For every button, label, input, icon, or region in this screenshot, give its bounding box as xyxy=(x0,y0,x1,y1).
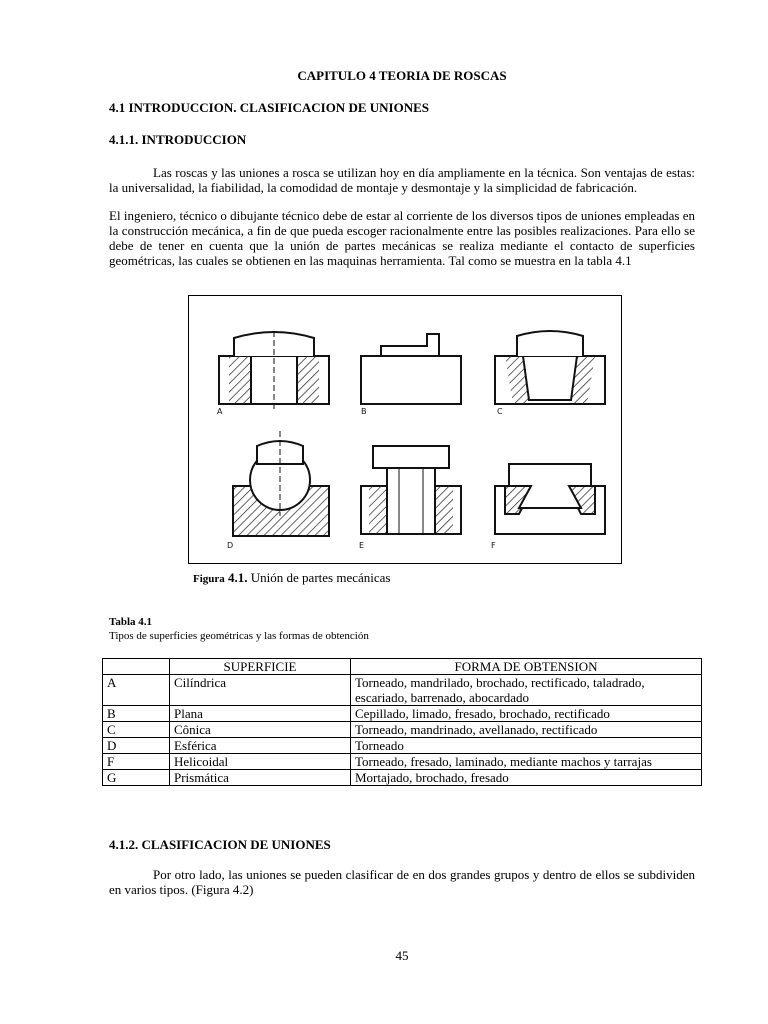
table-cell: Helicoidal xyxy=(170,754,351,770)
panel-label: E xyxy=(359,541,365,550)
panel-label: A xyxy=(217,407,223,416)
table-row xyxy=(103,722,702,738)
table-header-cell: SUPERFICIE xyxy=(170,659,351,675)
table-cell: Mortajado, brochado, fresado xyxy=(351,770,702,786)
panel-c-conical xyxy=(495,331,605,404)
subsection-heading-intro: 4.1.1. INTRODUCCION xyxy=(109,132,247,147)
section-heading: 4.1 INTRODUCCION. CLASIFICACION DE UNIONES xyxy=(109,100,429,115)
figure-number: 4.1. xyxy=(228,570,248,585)
table-cell: Torneado, mandrinado, avellanado, rectificado xyxy=(351,722,702,738)
figure-label: Figura xyxy=(193,573,225,585)
table-cell: D xyxy=(103,738,170,754)
table-row xyxy=(103,770,702,786)
panel-label: D xyxy=(227,541,234,550)
table-row xyxy=(103,706,702,722)
paragraph-classification: Por otro lado, las uniones se pueden clasificar de en dos grandes grupos y dentro de ellos se subdividen en varios tipos. (Figura 4.2) xyxy=(109,867,695,897)
paragraph-intro: Las roscas y las uniones a rosca se utilizan hoy en día ampliamente en la técnica. Son ventajas de estas: la universalidad, la fiabilidad, la comodidad de montaje y desmontaje y la simplicidad de fabricación. xyxy=(109,165,695,195)
panel-label: C xyxy=(497,407,503,416)
table-cell: F xyxy=(103,754,170,770)
panel-d-spherical xyxy=(233,431,329,536)
panel-e-helical xyxy=(361,446,461,534)
panel-label: F xyxy=(491,541,496,550)
panel-b-plane xyxy=(361,334,461,404)
paragraph-engineer: El ingeniero, técnico o dibujante técnico debe de estar al corriente de los diversos tipos de uniones empleadas en la construcción mecánica, a fin de que pueda escoger racionalmente entre las posibles realizaciones. Para ello se debe de tener en cuenta que la unión de partes mecánicas se realiza mediante el contacto de superficies geométricas, las cuales se obtienen en las maquinas herramienta. Tal como se muestra en la tabla 4.1 xyxy=(109,208,695,268)
panel-label: B xyxy=(361,407,367,416)
table-row xyxy=(103,738,702,754)
table-cell: Plana xyxy=(170,706,351,722)
table-header-row xyxy=(103,659,702,675)
surface-table xyxy=(102,658,702,786)
panel-a-cylindrical xyxy=(219,331,329,411)
table-cell: Torneado xyxy=(351,738,702,754)
table-description: Tipos de superficies geométricas y las formas de obtención xyxy=(109,630,369,642)
table-cell: A xyxy=(103,675,170,706)
figure-caption xyxy=(193,570,390,586)
table-cell: Cilíndrica xyxy=(170,675,351,706)
table-cell: Cônica xyxy=(170,722,351,738)
table-row xyxy=(103,675,702,706)
table-cell: G xyxy=(103,770,170,786)
subsection-heading-classification: 4.1.2. CLASIFICACION DE UNIONES xyxy=(109,837,331,852)
table-cell: Torneado, fresado, laminado, mediante machos y tarrajas xyxy=(351,754,702,770)
table-header-cell: FORMA DE OBTENSION xyxy=(351,659,702,675)
table-cell: Esférica xyxy=(170,738,351,754)
table-row xyxy=(103,754,702,770)
page-number: 45 xyxy=(395,948,409,963)
table-label: Tabla 4.1 xyxy=(109,616,153,628)
panel-f-prismatic xyxy=(495,464,605,534)
table-cell: Cepillado, limado, fresado, brochado, rectificado xyxy=(351,706,702,722)
figure-caption-text: Unión de partes mecánicas xyxy=(250,570,391,585)
table-cell: B xyxy=(103,706,170,722)
figure-box xyxy=(188,295,622,564)
table-cell: Torneado, mandrilado, brochado, rectificado, taladrado, escariado, barrenado, abocardado xyxy=(351,675,702,706)
chapter-title: CAPITULO 4 TEORIA DE ROSCAS xyxy=(297,68,507,83)
table-cell: Prismática xyxy=(170,770,351,786)
table-cell: C xyxy=(103,722,170,738)
table-header-cell xyxy=(103,659,170,675)
mechanical-joints-drawing xyxy=(189,296,621,563)
